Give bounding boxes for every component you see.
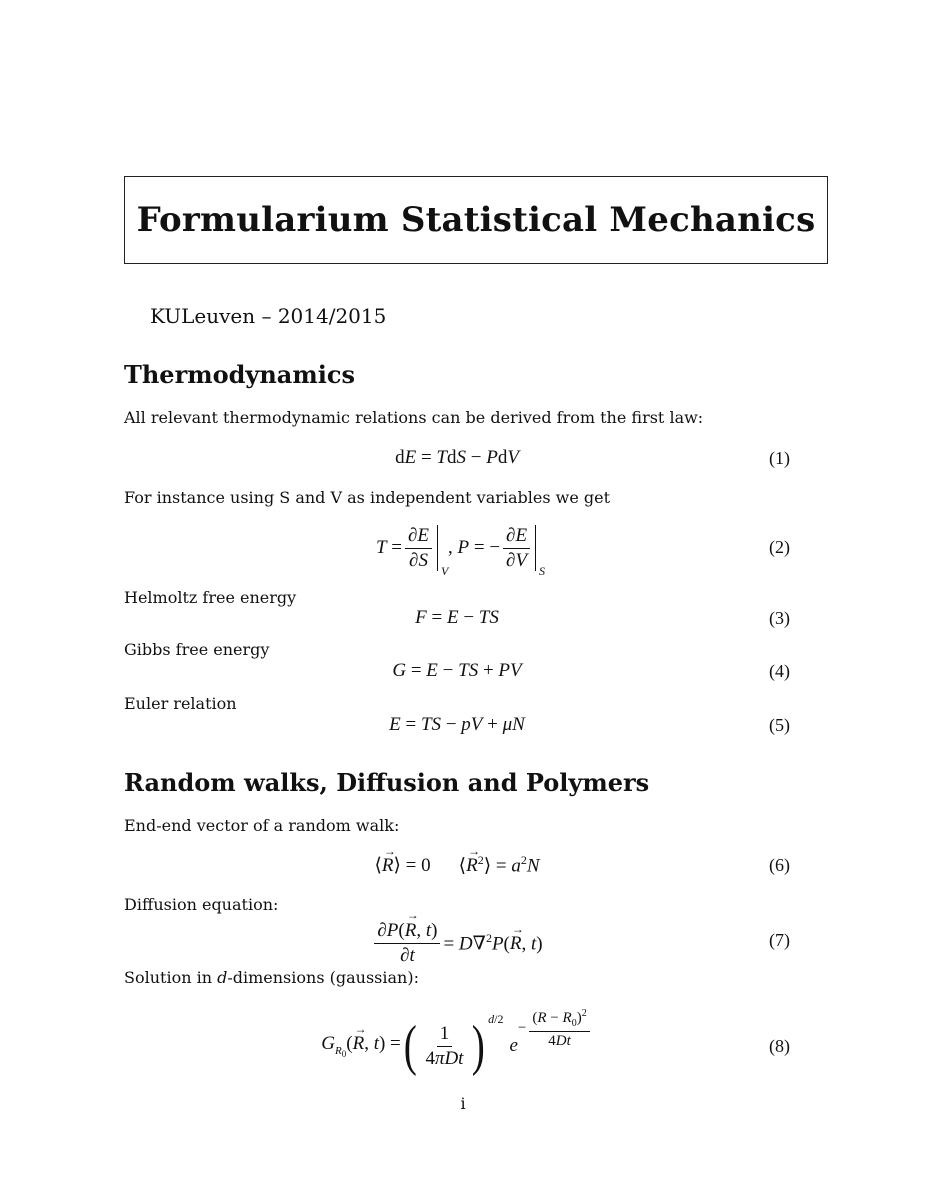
subtitle: KULeuven – 2014/2015: [150, 304, 387, 328]
label-solution: Solution in d-dimensions (gaussian):: [124, 968, 419, 987]
page-title: Formularium Statistical Mechanics: [136, 200, 816, 240]
equation-5: E = TS − pV + μN: [389, 714, 525, 735]
equation-number-2: (2): [769, 537, 790, 557]
equation-number-5: (5): [769, 715, 790, 735]
title-box: [124, 176, 828, 264]
equation-number-8: (8): [769, 1036, 790, 1056]
label-helmholtz: Helmoltz free energy: [124, 588, 297, 607]
equation-number-4: (4): [769, 661, 790, 681]
equation-7: $\frac{\partial P(\to R, t)}{\partial t}$ = D∇$^2$P(→ R, t): [124, 916, 790, 970]
equation-number-1: (1): [769, 448, 790, 468]
label-euler: Euler relation: [124, 694, 237, 713]
label-end-end-vector: End-end vector of a random walk:: [124, 816, 400, 835]
equation-8: $G_{R_0}(\to R$, t) = ( $\frac{1}{\text{4πDt}}$ ) $^{d /2}$ e − $\frac{(R - R_0)^2}{4Dt}$: [124, 1008, 790, 1084]
equation-number-3: (3): [769, 608, 790, 628]
equation-3: F = E − TS: [415, 607, 499, 628]
equation-number-7: (7): [769, 930, 790, 950]
equation-1: dE = TdS − PdV: [395, 447, 519, 468]
equation-2: T = $\frac{\partial E}{\partial S}$ V , P = − $\frac{\partial E}{\partial V}$ S: [375, 524, 546, 578]
paragraph-independent-variables: For instance using S and V as independent variables we get: [124, 488, 611, 507]
section-heading-thermodynamics: Thermodynamics: [124, 360, 355, 389]
equation-4: G = E − TS + PV: [392, 660, 522, 681]
equation-number-6: (6): [769, 855, 790, 875]
equation-6: ⟨→ R⟩ = 0 ⟨→ $R^2⟩ = a^2N$: [124, 850, 790, 880]
label-gibbs: Gibbs free energy: [124, 640, 270, 659]
page-number: i: [460, 1094, 466, 1113]
label-diffusion-equation: Diffusion equation:: [124, 895, 279, 914]
section-heading-random-walks: Random walks, Diffusion and Polymers: [124, 768, 650, 797]
paragraph-first-law: All relevant thermodynamic relations can be derived from the first law:: [124, 408, 704, 427]
